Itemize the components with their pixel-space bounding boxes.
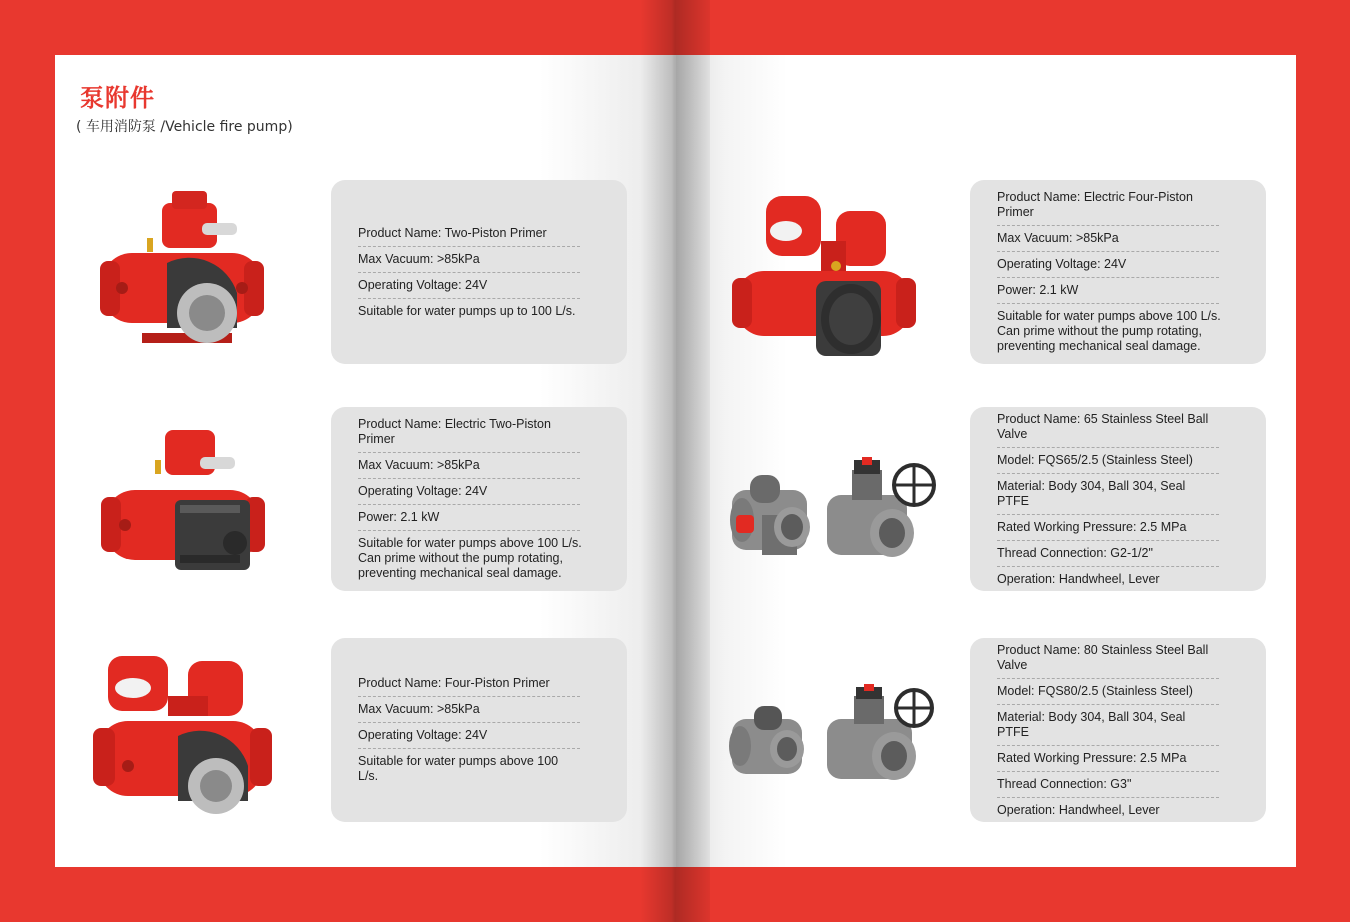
product-card-electric-two-piston-primer (331, 407, 627, 591)
spec-thread-connection: Thread Connection: G3" (997, 772, 1219, 798)
page-subtitle: ( 车用消防泵 /Vehicle fire pump) (76, 119, 293, 135)
spec-operating-voltage: Operating Voltage: 24V (997, 252, 1219, 278)
product-card-ball-valve-80 (970, 638, 1266, 822)
two-piston-primer-image (92, 183, 272, 353)
ball-valve-65-image (722, 455, 942, 565)
spec-model: Model: FQS65/2.5 (Stainless Steel) (997, 448, 1219, 474)
spec-operating-voltage: Operating Voltage: 24V (358, 479, 580, 505)
spec-product-name: Product Name: 65 Stainless Steel Ball Valve (997, 407, 1219, 448)
spec-max-vacuum: Max Vacuum: >85kPa (358, 697, 580, 723)
spec-suitability: Suitable for water pumps above 100 L/s. Can prime without the pump rotating, preventing mechanical seal damage. (358, 536, 582, 580)
spec-product-name: Product Name: Electric Two-Piston Primer (358, 412, 580, 453)
four-piston-primer-image (88, 646, 283, 821)
product-card-ball-valve-65 (970, 407, 1266, 591)
spec-suitability: Suitable for water pumps above 100 L/s. Can prime without the pump rotating, preventing mechanical seal damage. (997, 309, 1221, 353)
spec-rated-pressure: Rated Working Pressure: 2.5 MPa (997, 515, 1219, 541)
spec-suitability: Suitable for water pumps up to 100 L/s. (358, 303, 576, 318)
spec-product-name: Product Name: Four-Piston Primer (358, 671, 580, 697)
spec-operating-voltage: Operating Voltage: 24V (358, 723, 580, 749)
electric-two-piston-primer-image (95, 425, 275, 585)
spec-thread-connection: Thread Connection: G2-1/2" (997, 541, 1219, 567)
spec-power: Power: 2.1 kW (997, 278, 1219, 304)
ball-valve-80-image (722, 684, 942, 784)
product-card-four-piston-primer (331, 638, 627, 822)
electric-four-piston-primer-image (726, 186, 926, 362)
spec-operation: Operation: Handwheel, Lever (997, 802, 1160, 817)
spec-material: Material: Body 304, Ball 304, Seal PTFE (997, 474, 1219, 515)
spec-max-vacuum: Max Vacuum: >85kPa (358, 247, 580, 273)
spec-suitability: Suitable for water pumps above 100 L/s. (358, 754, 559, 783)
spec-rated-pressure: Rated Working Pressure: 2.5 MPa (997, 746, 1219, 772)
spec-max-vacuum: Max Vacuum: >85kPa (358, 453, 580, 479)
spec-product-name: Product Name: Two-Piston Primer (358, 221, 580, 247)
spec-operation: Operation: Handwheel, Lever (997, 571, 1160, 586)
spec-model: Model: FQS80/2.5 (Stainless Steel) (997, 679, 1219, 705)
spec-max-vacuum: Max Vacuum: >85kPa (997, 226, 1219, 252)
product-card-electric-four-piston-primer (970, 180, 1266, 364)
spec-power: Power: 2.1 kW (358, 505, 580, 531)
spec-operating-voltage: Operating Voltage: 24V (358, 273, 580, 299)
spec-product-name: Product Name: 80 Stainless Steel Ball Valve (997, 638, 1219, 679)
spec-product-name: Product Name: Electric Four-Piston Primer (997, 185, 1219, 226)
spec-material: Material: Body 304, Ball 304, Seal PTFE (997, 705, 1219, 746)
product-card-two-piston-primer (331, 180, 627, 364)
page-title: 泵附件 (80, 84, 155, 112)
